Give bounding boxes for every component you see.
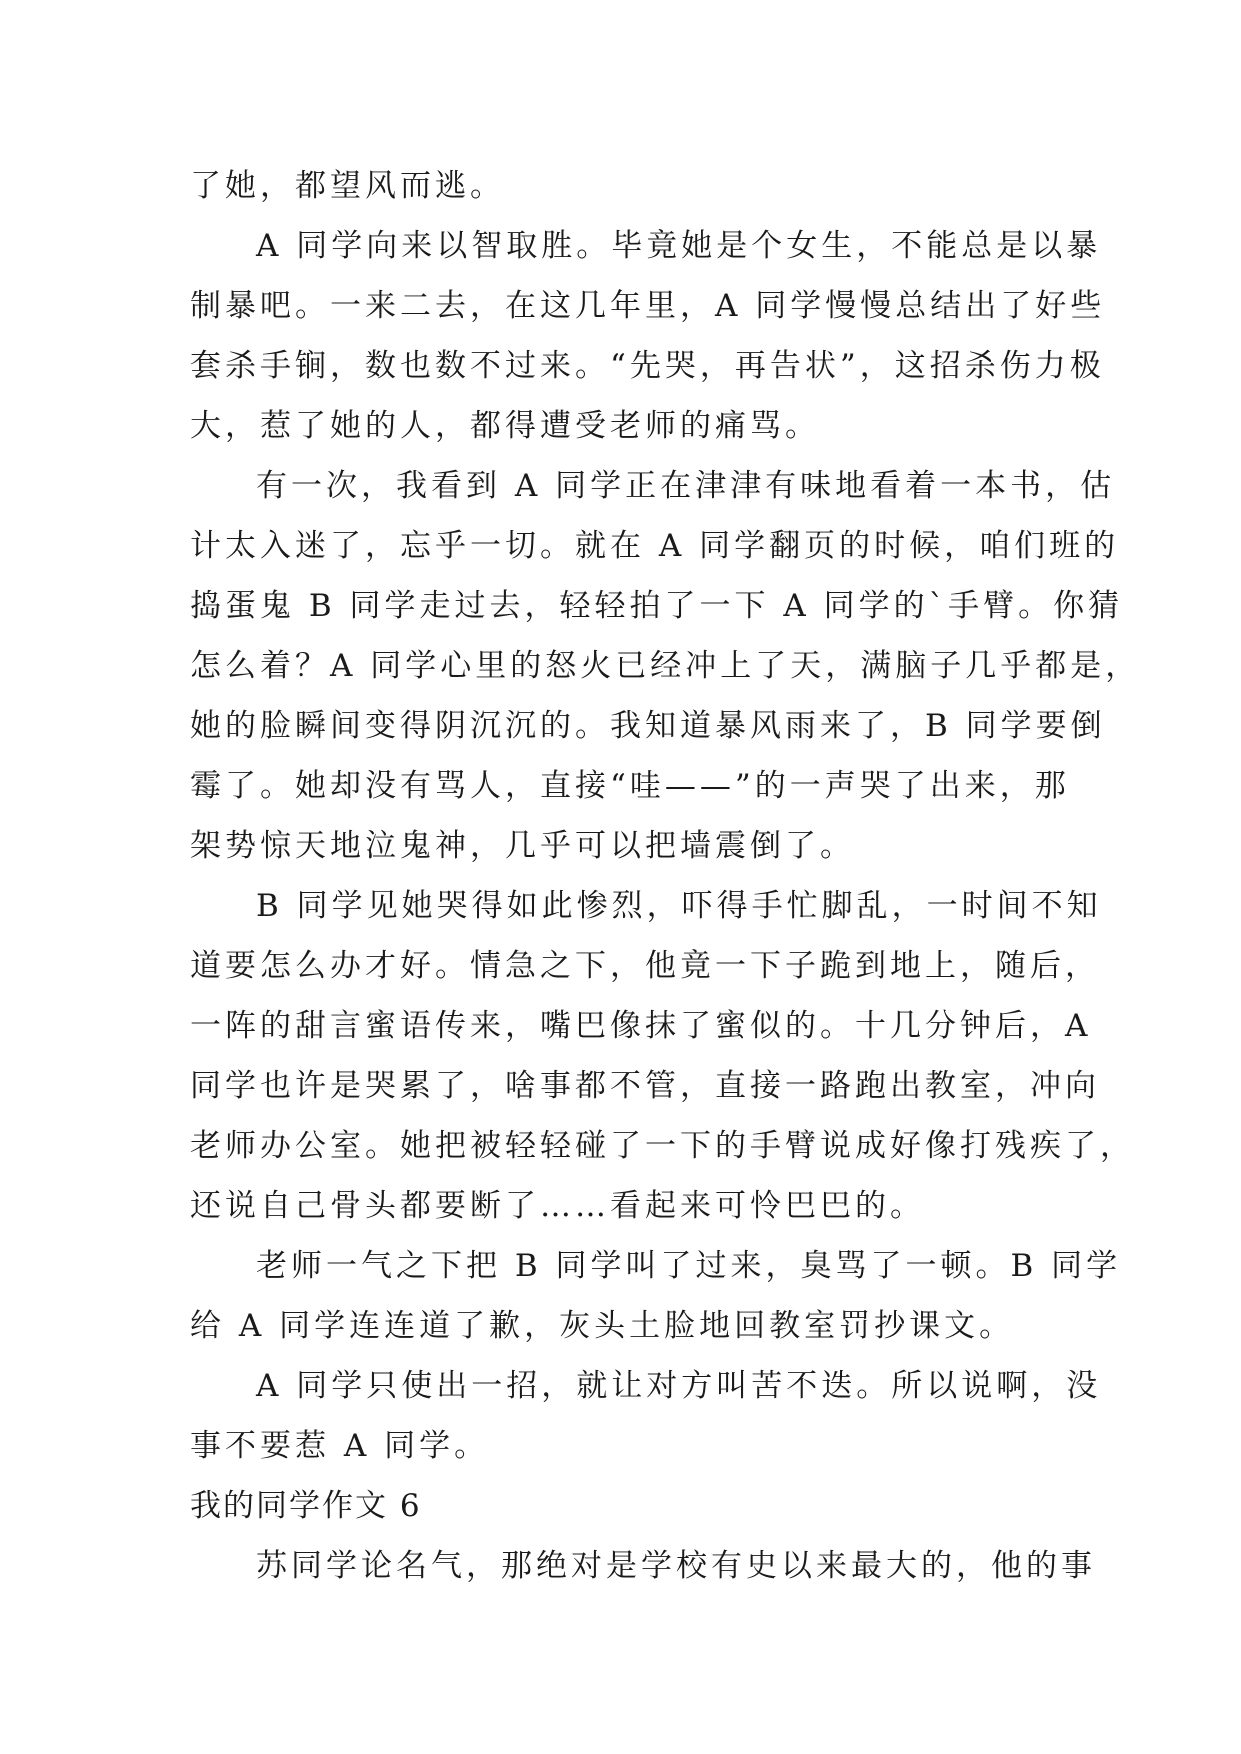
section-heading: 我的同学作文 6 (190, 1488, 422, 1524)
document-body (190, 156, 1141, 1596)
text-line: 架势惊天地泣鬼神，几乎可以把墙震倒了。 (190, 828, 855, 864)
text-line: 了她，都望风而逃。 (190, 168, 505, 204)
text-line: 她的脸瞬间变得阴沉沉的。我知道暴风雨来了，B 同学要倒 (190, 708, 1106, 744)
text-line: 给 A 同学连连道了歉，灰头土脸地回教室罚抄课文。 (190, 1308, 1015, 1344)
text-line: 大，惹了她的人，都得遭受老师的痛骂。 (190, 408, 820, 444)
paragraph-start-line: 有一次，我看到 A 同学正在津津有味地看着一本书，估 (256, 468, 1116, 504)
text-line: 制暴吧。一来二去，在这几年里，A 同学慢慢总结出了好些 (190, 288, 1106, 324)
text-line: 怎么着？A 同学心里的怒火已经冲上了天，满脑子几乎都是， (190, 648, 1141, 684)
paragraph-start-line: 老师一气之下把 B 同学叫了过来，臭骂了一顿。B 同学 (256, 1248, 1122, 1284)
paragraph-start-line: A 同学只使出一招，就让对方叫苦不迭。所以说啊，没 (256, 1368, 1102, 1404)
paragraph-start-line: 苏同学论名气，那绝对是学校有史以来最大的，他的事 (256, 1548, 1096, 1584)
text-line: 霉了。她却没有骂人，直接“哇——”的一声哭了出来，那 (190, 768, 1070, 804)
text-line: 道要怎么办才好。情急之下，他竟一下子跪到地上，随后， (190, 948, 1100, 984)
text-line: 还说自己骨头都要断了……看起来可怜巴巴的。 (190, 1188, 925, 1224)
paragraph-start-line: B 同学见她哭得如此惨烈，吓得手忙脚乱，一时间不知 (256, 888, 1102, 924)
text-line: 套杀手锏，数也数不过来。“先哭，再告状”，这招杀伤力极 (190, 348, 1105, 384)
text-line: 计太入迷了，忘乎一切。就在 A 同学翻页的时候，咱们班的 (190, 528, 1120, 564)
text-line: 事不要惹 A 同学。 (190, 1428, 490, 1464)
paragraph-start-line: A 同学向来以智取胜。毕竟她是个女生，不能总是以暴 (256, 228, 1102, 264)
text-line: 捣蛋鬼 B 同学走过去，轻轻拍了一下 A 同学的`手臂。你猜 (190, 588, 1124, 624)
text-line: 一阵的甜言蜜语传来，嘴巴像抹了蜜似的。十几分钟后，A (190, 1008, 1092, 1044)
text-line: 老师办公室。她把被轻轻碰了一下的手臂说成好像打残疾了， (190, 1128, 1135, 1164)
text-line: 同学也许是哭累了，啥事都不管，直接一路跑出教室，冲向 (190, 1068, 1100, 1104)
